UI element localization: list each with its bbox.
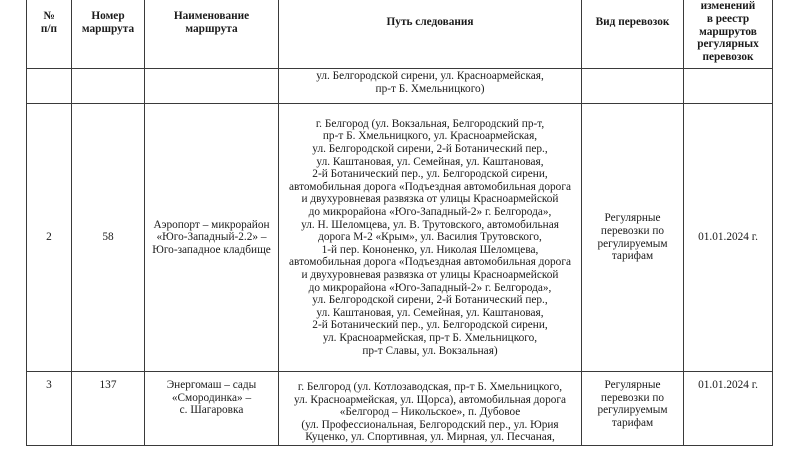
text-line: Путь следования [386, 16, 474, 29]
text-line: тарифам [611, 250, 654, 263]
text-line: автомобильная дорога «Подъездная автомобильная дорога [289, 180, 571, 193]
text-line: «Юго-Западный-2.2» – [156, 231, 267, 244]
cell-route-name [145, 69, 279, 104]
text-line: Наименование [173, 9, 250, 22]
cell-num: 3 [27, 372, 72, 446]
text-line: и двухуровневая развязка от улицы Красноармейской [301, 268, 559, 281]
cell-registry-date [684, 69, 773, 104]
table-row-continuation [27, 69, 773, 104]
text-line: Аэропорт – микрорайон [153, 218, 270, 231]
cell-num [27, 69, 72, 104]
text-line: п/п [40, 22, 58, 35]
text-line: до микрорайона «Юго-Западный-2» г. Белгорода», [308, 281, 552, 294]
text-line: ул. Белгородской сирени, ул. Красноармейская, [316, 70, 544, 82]
text-line: (ул. Профессиональная, Белгородский пер., ул. Юрия [301, 418, 559, 431]
text-line: Энергомаш – сады [166, 379, 257, 391]
text-line: перевозок [702, 51, 754, 64]
cell-transport-type [582, 372, 684, 446]
header-num [27, 0, 72, 69]
text-line: автомобильная дорога «Подъездная автомобильная дорога [289, 256, 571, 269]
text-line: ул. Каштановая, ул. Семейная, ул. Каштановая, [316, 155, 544, 168]
header-transport-type [582, 0, 684, 69]
text-line: № [43, 9, 55, 22]
header-path [279, 0, 582, 69]
text-line: ул. Каштановая, ул. Семейная, ул. Каштановая, [316, 306, 544, 319]
text-line: ул. Красноармейская, ул. Щорса), автомобильная дорога [293, 393, 567, 406]
cell-path [279, 69, 582, 104]
table-header-row [27, 0, 773, 69]
text-line: регулируемым [597, 404, 668, 417]
text-line: с. Шагаровка [179, 404, 244, 417]
text-line: Куценко, ул. Спортивная, ул. Мирная, ул. Песчаная, [305, 431, 555, 444]
cell-route-name [145, 104, 279, 372]
text-line: пр-т Б. Хмельницкого, ул. Красноармейская, [322, 130, 538, 143]
text-line: г. Белгород (ул. Котлозаводская, пр-т Б. Хмельницкого, [297, 381, 563, 393]
text-line: ул. Красноармейская, пр-т Б. Хмельницкого, [322, 331, 538, 344]
cell-registry-date: 01.01.2024 г. [684, 372, 773, 446]
text-line: Регулярные [604, 379, 661, 391]
cell-num: 2 [27, 104, 72, 372]
text-line: 1-й пер. Кононенко, ул. Николая Шеломцева, [321, 243, 539, 256]
table-row [27, 372, 773, 446]
text-line: Номер [91, 9, 125, 22]
text-line: регулируемым [597, 237, 668, 250]
cell-route-number [72, 69, 145, 104]
text-line: регулярных [697, 38, 759, 51]
cell-path [279, 104, 582, 372]
text-line: г. Белгород (ул. Вокзальная, Белгородский пр-т, [315, 117, 545, 130]
text-line: тарифам [611, 416, 654, 429]
text-line: перевозки по [600, 391, 665, 404]
text-line: пр-т Б. Хмельницкого) [375, 82, 485, 95]
text-line: перевозки по [600, 224, 665, 237]
cell-route-number: 58 [72, 104, 145, 372]
text-line: Вид перевозок [595, 16, 670, 29]
text-line: ул. Белгородской сирени, 2-й Ботанический пер., [312, 143, 548, 156]
cell-transport-type [582, 104, 684, 372]
cell-registry-date: 01.01.2024 г. [684, 104, 773, 372]
text-line: маршрутов [699, 25, 757, 38]
text-line: ул. Н. Шеломцева, ул. В. Трутовского, автомобильная [301, 218, 559, 231]
text-line: 2-й Ботанический пер., ул. Белгородской сирени, [312, 168, 548, 181]
text-line: в реестр [706, 12, 750, 25]
text-line: «Смородинка» – [171, 391, 252, 404]
route-registry-table [26, 0, 773, 446]
cell-route-name [145, 372, 279, 446]
cell-transport-type [582, 69, 684, 104]
text-line: Юго-западное кладбище [152, 243, 271, 256]
text-line: дорога М-2 «Крым», ул. Василия Трутовского, [318, 231, 542, 244]
text-line: «Белгород – Никольское», п. Дубовое [339, 406, 521, 419]
text-line: маршрута [185, 22, 238, 35]
text-line: пр-т Славы, ул. Вокзальная) [362, 344, 498, 357]
header-route-number [72, 0, 145, 69]
cell-route-number: 137 [72, 372, 145, 446]
text-line: до микрорайона «Юго-Западный-2» г. Белгорода», [308, 206, 552, 219]
cell-path [279, 372, 582, 446]
text-line: и двухуровневая развязка от улицы Красноармейской [301, 193, 559, 206]
table-row [27, 104, 773, 372]
header-route-name [145, 0, 279, 69]
text-line: изменений [700, 0, 756, 13]
text-line: Регулярные [604, 212, 661, 225]
text-line: 2-й Ботанический пер., ул. Белгородской сирени, [312, 319, 548, 332]
text-line: маршрута [81, 22, 135, 35]
header-registry-date [684, 0, 773, 69]
text-line: ул. Белгородской сирени, 2-й Ботанический пер., [312, 294, 548, 307]
